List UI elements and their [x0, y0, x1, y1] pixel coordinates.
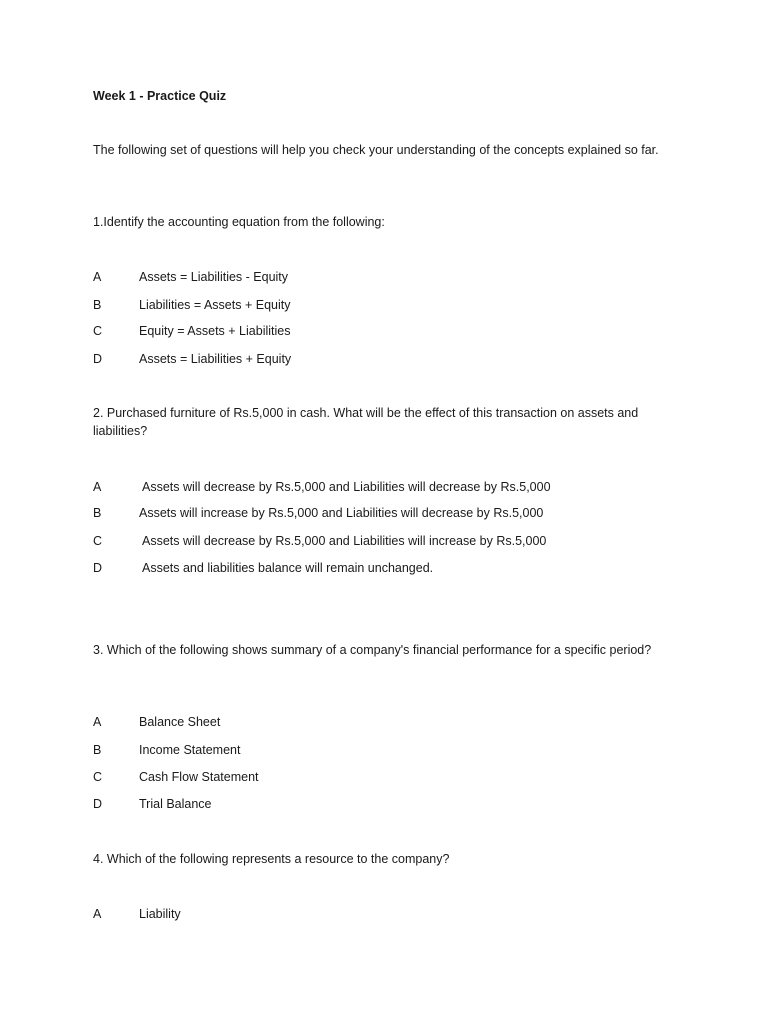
q1-option-c-letter: C: [93, 324, 103, 338]
q4-option-a-text: Liability: [139, 907, 181, 921]
q3-option-c-letter: C: [93, 770, 103, 784]
intro-paragraph: The following set of questions will help you check your understanding of the concepts explained so far.: [93, 143, 659, 157]
q4-option-a-letter: A: [93, 907, 102, 921]
q3-option-b-text: Income Statement: [139, 743, 241, 757]
q2-option-a-letter: A: [93, 480, 102, 494]
q3-option-a-text: Balance Sheet: [139, 715, 221, 729]
q1-option-b-text: Liabilities = Assets + Equity: [139, 298, 291, 312]
question-2-text: 2. Purchased furniture of Rs.5,000 in cash. What will be the effect of this transaction on assets and liabilities?: [93, 406, 639, 438]
q1-option-a-text: Assets = Liabilities - Equity: [139, 270, 289, 284]
q1-option-d-text: Assets = Liabilities + Equity: [139, 352, 292, 366]
q1-option-c-text: Equity = Assets + Liabilities: [139, 324, 291, 338]
q2-option-c-letter: C: [93, 534, 103, 548]
q3-option-a-letter: A: [93, 715, 102, 729]
q3-option-d-text: Trial Balance: [139, 797, 212, 811]
q2-option-b-letter: B: [93, 506, 102, 520]
page-title: Week 1 - Practice Quiz: [93, 89, 227, 103]
q3-option-b-letter: B: [93, 743, 102, 757]
q2-option-d-letter: D: [93, 561, 103, 575]
q1-option-d-letter: D: [93, 352, 103, 366]
q1-option-b-letter: B: [93, 298, 102, 312]
question-4-text: 4. Which of the following represents a resource to the company?: [93, 852, 450, 866]
q3-option-c-text: Cash Flow Statement: [139, 770, 259, 784]
q2-option-a-text: Assets will decrease by Rs.5,000 and Liabilities will decrease by Rs.5,000: [142, 480, 551, 494]
q3-option-d-letter: D: [93, 797, 103, 811]
question-1-text: 1.Identify the accounting equation from the following:: [93, 215, 385, 229]
q2-option-d-text: Assets and liabilities balance will remain unchanged.: [142, 561, 434, 575]
question-3-text: 3. Which of the following shows summary of a company's financial performance for a specific period?: [93, 643, 652, 657]
q1-option-a-letter: A: [93, 270, 102, 284]
q2-option-b-text: Assets will increase by Rs.5,000 and Liabilities will decrease by Rs.5,000: [139, 506, 544, 520]
q2-option-c-text: Assets will decrease by Rs.5,000 and Liabilities will increase by Rs.5,000: [142, 534, 547, 548]
